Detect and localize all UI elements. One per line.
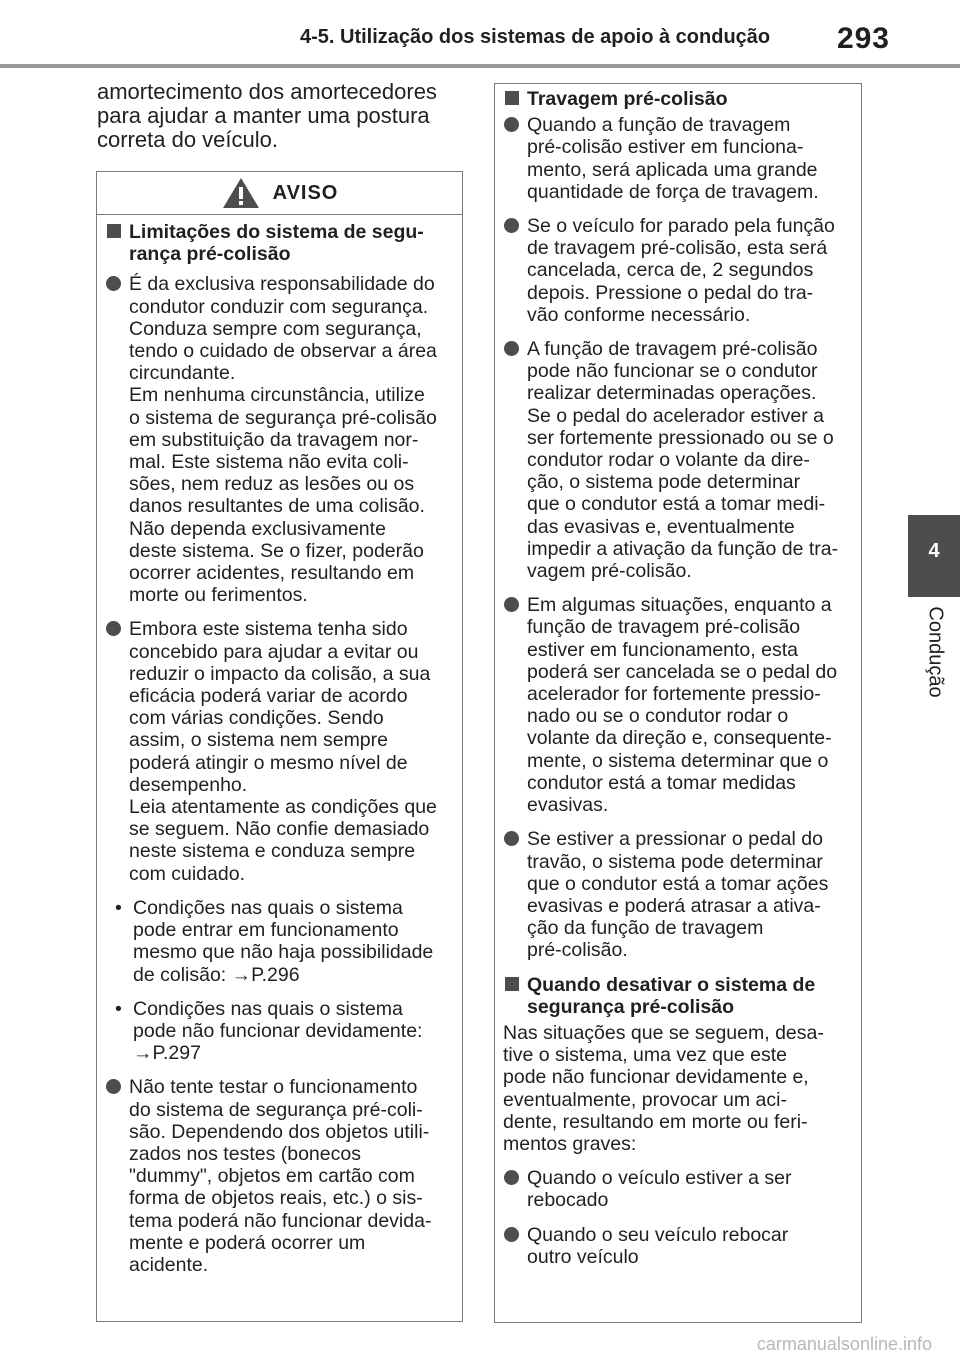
warning-item-text: Embora este sistema tenha sido concebido para ajudar a evitar ou reduzir o impacto da colisão, a sua eficácia poderá variar de acordo com várias condições. Sendo assim, o sistema nem sempre poderá atingir o mesmo nível de desempenho. Leia atentamente as condições que se seguem. Não confie demasiado neste sistema e conduza sempre com cuidado. bbox=[129, 618, 437, 885]
warning-item bbox=[105, 618, 454, 884]
info-item-text: Se o veículo for parado pela função de travagem pré-colisão, esta será cancelada, cerca de, 2 segundos depois. Pressione o pedal do tra- vão conforme necessário. bbox=[527, 215, 835, 326]
square-bullet-icon bbox=[107, 224, 121, 238]
warning-icon bbox=[221, 176, 261, 210]
info-item bbox=[503, 114, 853, 203]
page-number: 293 bbox=[836, 22, 890, 55]
warning-item bbox=[105, 273, 454, 606]
circle-bullet-icon bbox=[106, 621, 121, 636]
condition-link-text[interactable]: Condições nas quais o sistema pode entrar em funcionamento mesmo que não haja possibilidade de colisão: →P.296 bbox=[133, 896, 434, 986]
info-item-text: Se estiver a pressionar o pedal do travão, o sistema pode determinar que o condutor está a tomar ações evasivas e poderá atrasar a ativa- ção da função de travagem pré-colisão. bbox=[527, 828, 829, 962]
info-item-text: Quando o veículo estiver a ser rebocado bbox=[527, 1167, 792, 1212]
info-paragraph: Nas situações que se seguem, desa- tive o sistema, uma vez que este pode não funcionar devidamente e, eventualmente, provocar um aci- dente, resultando em morte ou feri- mentos graves: bbox=[503, 1021, 824, 1155]
section-heading bbox=[503, 974, 853, 1018]
chapter-number: 4 bbox=[928, 540, 940, 562]
header-rule bbox=[0, 64, 960, 68]
condition-link-text[interactable]: Condições nas quais o sistema pode não funcionar devidamente: →P.297 bbox=[133, 997, 423, 1065]
info-item bbox=[503, 215, 853, 326]
section-heading bbox=[503, 88, 853, 110]
circle-bullet-icon bbox=[504, 218, 519, 233]
info-item-text: Em algumas situações, enquanto a função de travagem pré-colisão estiver em funcionamento, esta poderá ser cancelada se o pedal do acelerador for fortemente pressio- nado ou se o condutor rodar o volante da direção e, consequente- mente, o sistema determinar que o condutor está a tomar medidas evasivas. bbox=[527, 594, 838, 817]
warning-heading-text: Limitações do sistema de segu- rança pré-colisão bbox=[129, 221, 424, 266]
intro-paragraph: amortecimento dos amortecedores para ajudar a manter uma postura correta do veículo. bbox=[97, 79, 437, 152]
condition-bullet bbox=[105, 998, 454, 1065]
warning-box bbox=[96, 171, 463, 1322]
small-bullet-icon: • bbox=[115, 997, 122, 1020]
circle-bullet-icon bbox=[504, 1227, 519, 1242]
warning-item-text: Não tente testar o funcionamento do sistema de segurança pré-coli- são. Dependendo dos objetos utili- zados nos testes (bonecos "dummy", objetos em cartão com forma de objetos reais, etc.) o sis- tema poderá não funcionar devida- mente e poderá ocorrer um acidente. bbox=[129, 1076, 432, 1276]
warning-body bbox=[97, 215, 462, 1276]
info-item bbox=[503, 1224, 853, 1268]
condition-bullet bbox=[105, 897, 454, 986]
info-item bbox=[503, 338, 853, 582]
info-item-text: Quando o seu veículo rebocar outro veículo bbox=[527, 1223, 789, 1268]
circle-bullet-icon bbox=[106, 1079, 121, 1094]
circle-bullet-icon bbox=[504, 1170, 519, 1185]
square-bullet-icon bbox=[505, 977, 519, 991]
circle-bullet-icon bbox=[504, 831, 519, 846]
section-heading-text: Quando desativar o sistema de segurança pré-colisão bbox=[527, 973, 816, 1018]
info-item-text: A função de travagem pré-colisão pode não funcionar se o condutor realizar determinadas operações. Se o pedal do acelerador estiver a ser fortemente pressionado ou se o condutor rodar o volante da dire- ção, o sistema pode determinar que o condutor está a tomar medi- das evasivas e, eventualmente impedir a ativação da função de tra- vagem pré-colisão. bbox=[527, 338, 839, 583]
square-bullet-icon bbox=[505, 91, 519, 105]
info-item bbox=[503, 828, 853, 961]
warning-section-heading bbox=[105, 221, 454, 265]
info-box bbox=[494, 83, 862, 1323]
warning-header bbox=[97, 172, 462, 215]
info-item bbox=[503, 594, 853, 816]
header-title: 4-5. Utilização dos sistemas de apoio à condução bbox=[300, 26, 771, 48]
circle-bullet-icon bbox=[504, 597, 519, 612]
warning-item bbox=[105, 1076, 454, 1276]
circle-bullet-icon bbox=[504, 117, 519, 132]
small-bullet-icon: • bbox=[115, 896, 122, 919]
info-item-text: Quando a função de travagem pré-colisão estiver em funciona- mento, será aplicada uma grande quantidade de força de travagem. bbox=[527, 114, 819, 203]
circle-bullet-icon bbox=[106, 276, 121, 291]
section-heading-text: Travagem pré-colisão bbox=[527, 88, 728, 110]
watermark: carmanualsonline.info bbox=[756, 1334, 932, 1354]
warning-title: AVISO bbox=[272, 181, 339, 204]
chapter-label: Condução bbox=[924, 606, 947, 698]
info-item bbox=[503, 1167, 853, 1211]
circle-bullet-icon bbox=[504, 341, 519, 356]
warning-item-text: É da exclusiva responsabilidade do condutor conduzir com segurança. Conduza sempre com segurança, tendo o cuidado de observar a área circundante. Em nenhuma circunstância, utilize o sistema de segurança pré-colisão em substituição da travagem nor- mal. Este sistema não evita coli- sões, nem reduz as lesões ou os danos resultantes de uma colisão. Não dependa exclusivamente deste sistema. Se o fizer, poderão ocorrer acidentes, resultando em morte ou ferimentos. bbox=[129, 273, 437, 607]
